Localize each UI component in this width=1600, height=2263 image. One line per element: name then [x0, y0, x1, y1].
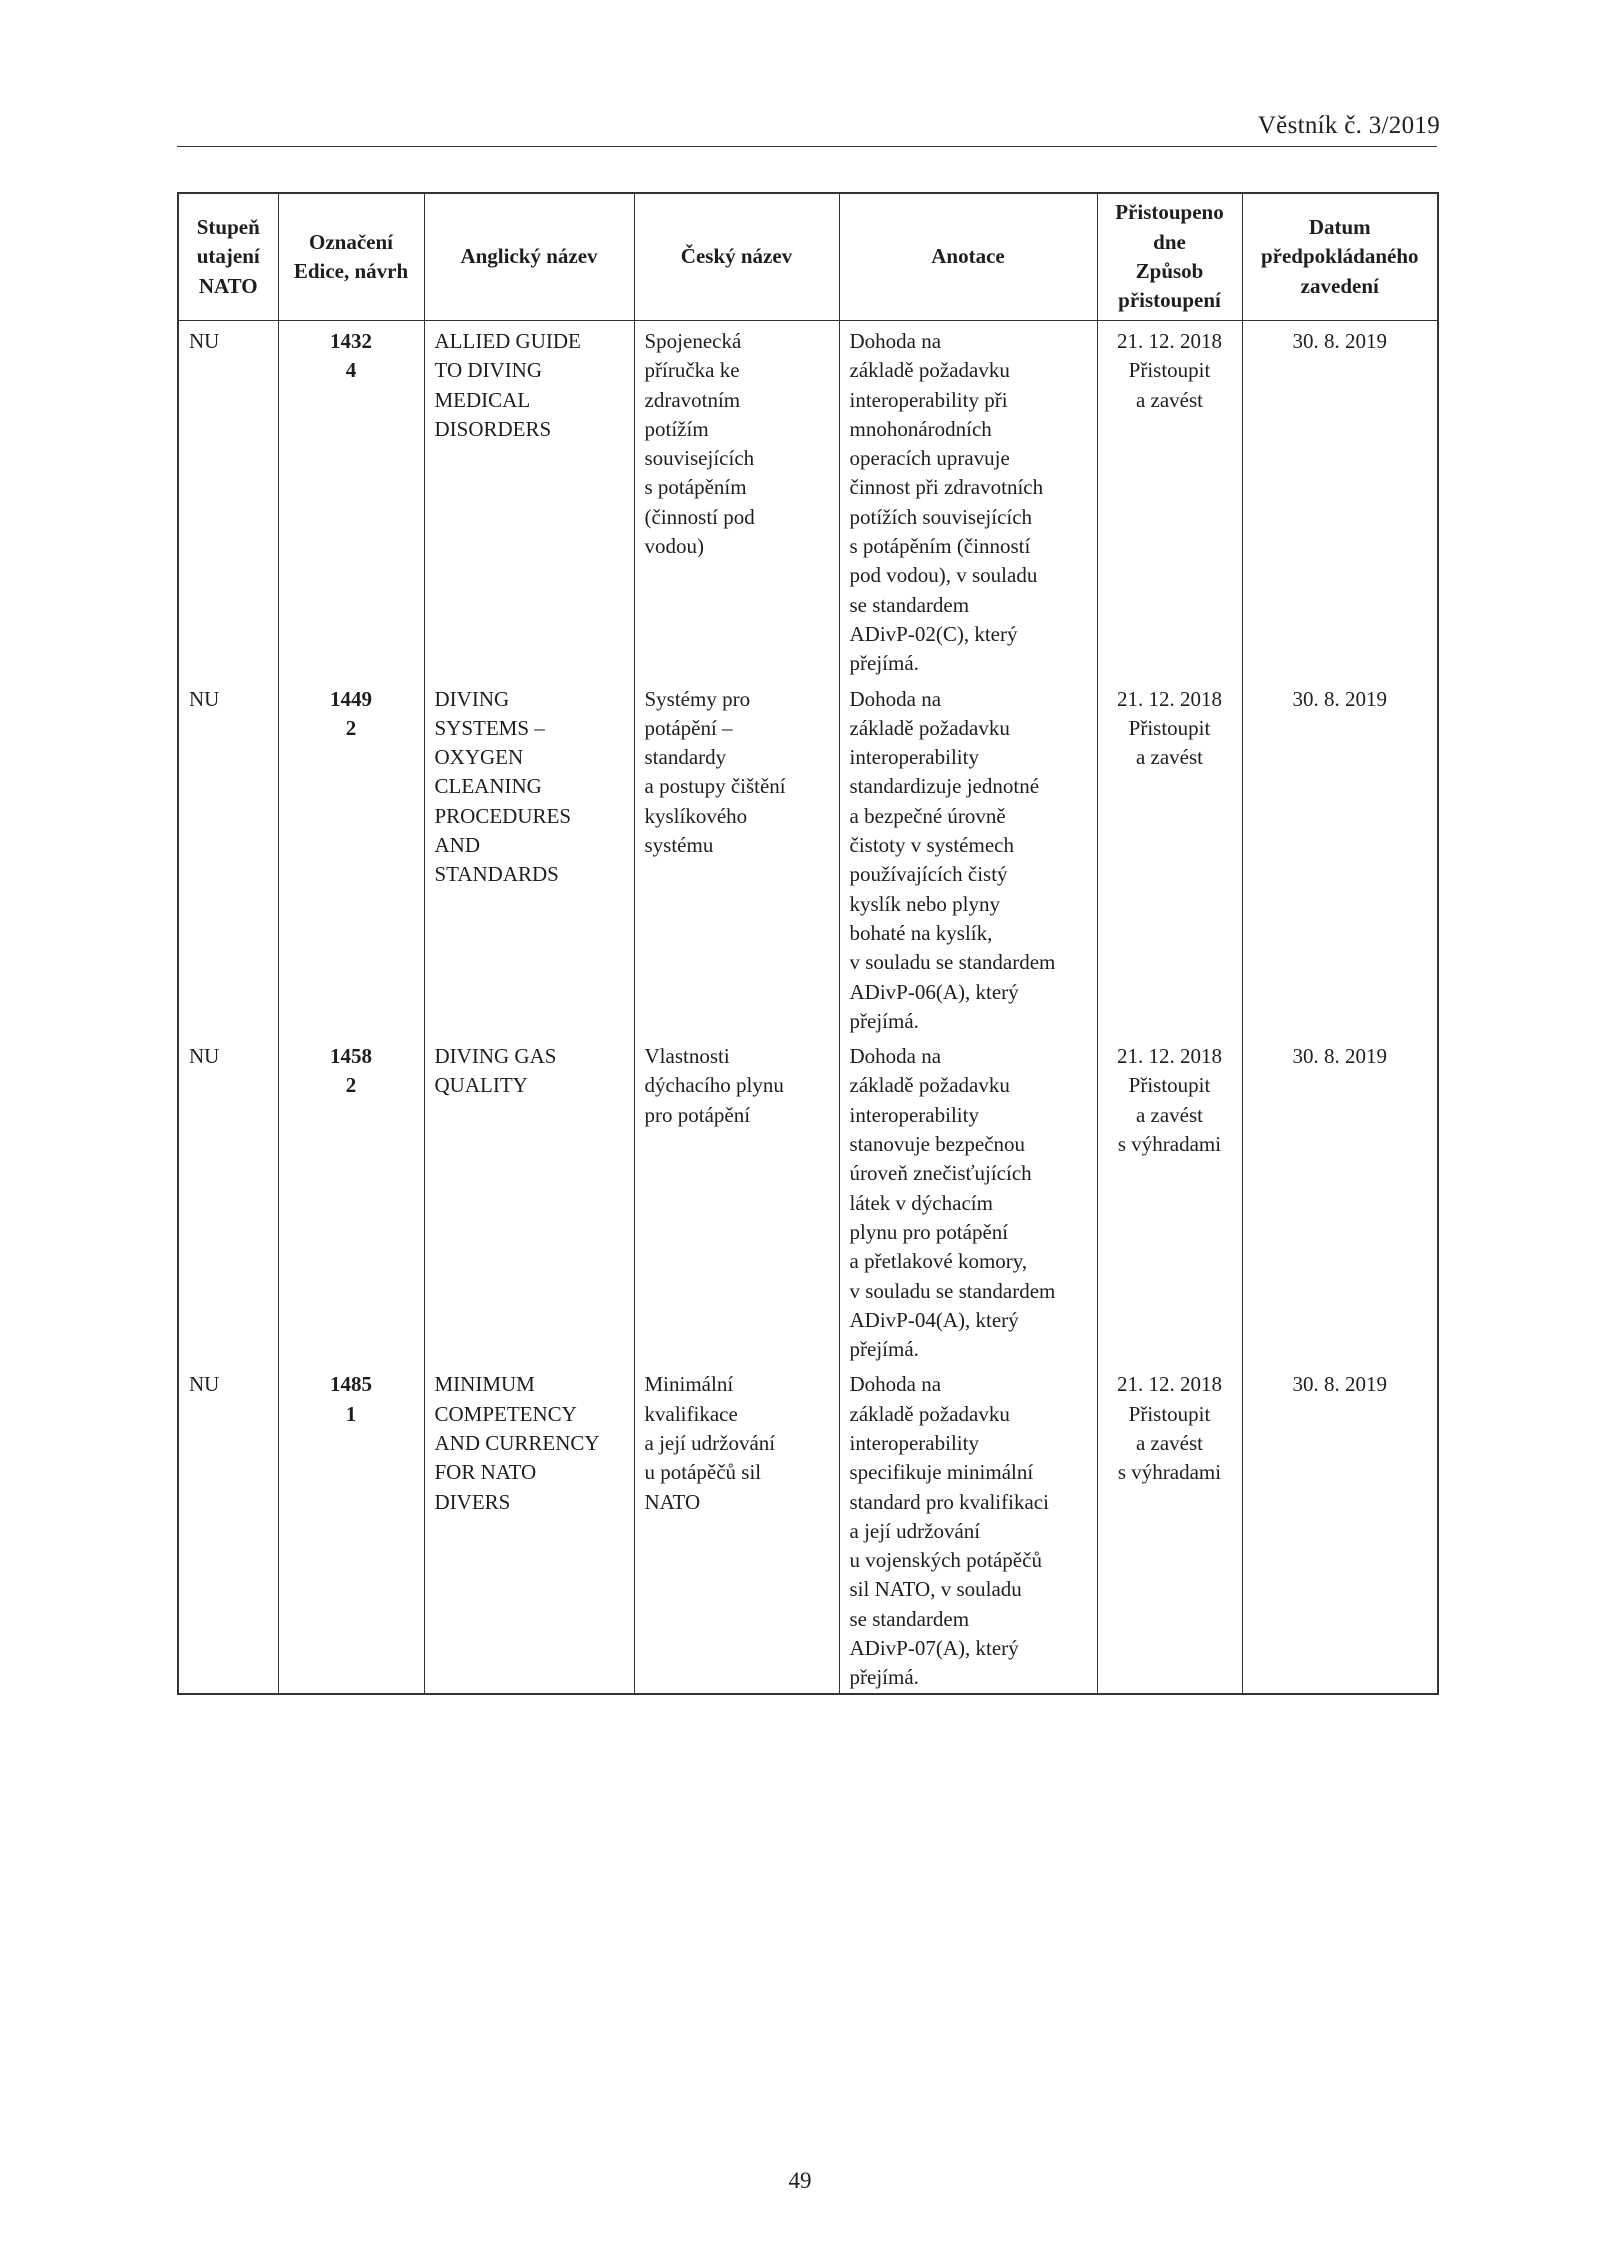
text-line: DIVING [434, 686, 510, 711]
text-line: Označení [309, 229, 393, 254]
cell-level [178, 1364, 278, 1693]
text-line: a zavést [1135, 387, 1204, 412]
header-english-title [424, 193, 634, 321]
text-line: Stupeň [196, 215, 260, 240]
text-line: základě požadavku [849, 358, 1010, 383]
cell-number [278, 679, 424, 1037]
text-line: a její udržování [644, 1430, 776, 1455]
text-line: TO DIVING [434, 358, 543, 383]
cell-accession [1097, 679, 1242, 1037]
text-line: QUALITY [434, 1073, 528, 1098]
cell-level [178, 1036, 278, 1364]
text-line: přejímá. [849, 651, 919, 676]
text-line: stanovuje bezpečnou [849, 1132, 1026, 1157]
table-row [178, 679, 1438, 1037]
text-line: a zavést [1135, 1102, 1204, 1127]
cell-annotation [839, 679, 1097, 1037]
text-line: interoperability [849, 1102, 979, 1127]
text-line: čistoty v systémech [849, 833, 1014, 858]
table-row [178, 321, 1438, 679]
text-line: COMPETENCY [434, 1401, 577, 1426]
text-line: základě požadavku [849, 1073, 1010, 1098]
text-line: se standardem [849, 592, 970, 617]
text-line: a zavést [1135, 745, 1204, 770]
text-line: plynu pro potápění [849, 1219, 1009, 1244]
text-line: příručka ke [644, 358, 740, 383]
text-line: Způsob [1135, 259, 1204, 283]
text-line: základě požadavku [849, 1401, 1010, 1426]
text-line: bohaté na kyslík, [849, 920, 993, 945]
table-header-row [178, 193, 1438, 321]
text-line: Dohoda na [849, 1372, 942, 1397]
text-line: PROCEDURES [434, 803, 572, 828]
cell-value: 21. 12. 2018 [1117, 1044, 1222, 1069]
text-line: předpokládaného [1260, 244, 1419, 269]
text-line: DISORDERS [434, 416, 552, 441]
text-line: Vlastnosti [644, 1044, 730, 1069]
cell-level [178, 321, 278, 679]
text-line: interoperability při [849, 387, 1008, 412]
text-line: potížím [644, 416, 709, 441]
cell-number [278, 1364, 424, 1693]
text-line: kyslíkového [644, 803, 748, 828]
text-line: s potápěním (činností [849, 534, 1031, 559]
text-line: operacích upravuje [849, 446, 1010, 471]
cell-implementation-date [1242, 1364, 1438, 1693]
text-line: standard pro kvalifikaci [849, 1489, 1049, 1514]
text-line: Dohoda na [849, 329, 942, 353]
text-line: s výhradami [1117, 1132, 1222, 1157]
text-line: Systémy pro [644, 686, 751, 711]
text-line: pro potápění [644, 1102, 751, 1127]
text-line: kyslík nebo plyny [849, 891, 1000, 916]
cell-value: 1449 [330, 686, 372, 711]
cell-czech [634, 1036, 839, 1364]
cell-value: 2 [345, 1073, 357, 1098]
text-line: utajení [196, 244, 260, 269]
text-line: ADivP-02(C), který [849, 621, 1018, 646]
text-line: (činností pod [644, 504, 755, 529]
text-line: používajících čistý [849, 862, 1008, 887]
text-line: dýchacího plynu [644, 1073, 784, 1098]
text-line: sil NATO, v souladu [849, 1577, 1022, 1602]
text-line: Anglický název [460, 244, 598, 269]
text-line: souvisejících [644, 446, 755, 471]
text-line: vodou) [644, 534, 704, 559]
cell-value: 1458 [330, 1044, 372, 1069]
text-line: činnost při zdravotních [849, 475, 1044, 500]
text-line: MEDICAL [434, 387, 531, 412]
text-line: Přistoupit [1128, 1401, 1211, 1426]
text-line: přejímá. [849, 1665, 919, 1690]
text-line: specifikuje minimální [849, 1460, 1034, 1485]
cell-value: 1432 [330, 329, 372, 353]
text-line: Anotace [931, 244, 1005, 269]
text-line: zavedení [1300, 273, 1379, 298]
text-line: Český název [680, 244, 793, 269]
cell-accession [1097, 1036, 1242, 1364]
text-line: Minimální [644, 1372, 734, 1397]
text-line: interoperability [849, 745, 979, 770]
text-line: Dohoda na [849, 686, 942, 711]
text-line: FOR NATO [434, 1460, 537, 1485]
cell-implementation-date [1242, 679, 1438, 1037]
text-line: a bezpečné úrovně [849, 803, 1006, 828]
cell-czech [634, 1364, 839, 1693]
cell-implementation-date [1242, 1036, 1438, 1364]
cell-value: NU [189, 329, 220, 353]
text-line: CLEANING [434, 774, 542, 799]
cell-annotation [839, 1364, 1097, 1693]
cell-english [424, 679, 634, 1037]
text-line: s potápěním [644, 475, 747, 500]
text-line: Edice, návrh [293, 259, 409, 283]
text-line: u vojenských potápěčů [849, 1548, 1042, 1573]
text-line: Dohoda na [849, 1044, 942, 1069]
text-line: přejímá. [849, 1008, 919, 1033]
cell-value: 30. 8. 2019 [1292, 1372, 1387, 1397]
text-line: NATO [198, 273, 258, 298]
text-line: standardy [644, 745, 727, 770]
text-line: látek v dýchacím [849, 1190, 993, 1215]
text-line: Přistoupit [1128, 1073, 1211, 1098]
text-line: MINIMUM [434, 1372, 535, 1397]
text-line: Datum [1308, 215, 1371, 240]
cell-number [278, 321, 424, 679]
cell-value: 21. 12. 2018 [1117, 1372, 1222, 1397]
text-line: systému [644, 833, 714, 858]
text-line: zdravotním [644, 387, 741, 412]
table-body [178, 321, 1438, 1694]
cell-value: 1485 [330, 1372, 372, 1397]
header-number [278, 193, 424, 321]
cell-implementation-date [1242, 321, 1438, 679]
cell-value: 30. 8. 2019 [1292, 1044, 1387, 1069]
page-number: 49 [788, 2168, 812, 2193]
text-line: u potápěčů sil [644, 1460, 762, 1485]
cell-english [424, 321, 634, 679]
text-line: ADivP-06(A), který [849, 979, 1019, 1004]
text-line: ADivP-07(A), který [849, 1636, 1019, 1661]
text-line: a postupy čištění [644, 774, 786, 799]
running-head: Věstník č. 3/2019 [1257, 112, 1440, 139]
text-line: se standardem [849, 1606, 970, 1631]
cell-english [424, 1036, 634, 1364]
text-line: kvalifikace [644, 1401, 738, 1426]
cell-number [278, 1036, 424, 1364]
cell-accession [1097, 1364, 1242, 1693]
cell-annotation [839, 1036, 1097, 1364]
table-row [178, 1364, 1438, 1693]
standards-table [177, 192, 1439, 1695]
cell-value: NU [189, 686, 220, 711]
table-row [178, 1036, 1438, 1364]
text-line: NATO [644, 1489, 701, 1514]
header-czech-title [634, 193, 839, 321]
text-line: s výhradami [1117, 1460, 1222, 1485]
header-level [178, 193, 278, 321]
text-line: OXYGEN [434, 745, 524, 770]
cell-english [424, 1364, 634, 1693]
cell-value: 1 [345, 1401, 357, 1426]
text-line: a přetlakové komory, [849, 1249, 1028, 1274]
cell-value: NU [189, 1044, 220, 1069]
cell-value: 4 [345, 358, 357, 383]
text-line: potápění – [644, 715, 733, 740]
text-line: DIVING GAS [434, 1044, 557, 1069]
text-line: v souladu se standardem [849, 950, 1056, 975]
text-line: Přistoupeno [1115, 200, 1224, 225]
text-line: Přistoupit [1128, 358, 1211, 383]
header-implementation [1242, 193, 1438, 321]
text-line: základě požadavku [849, 715, 1010, 740]
text-line: přejímá. [849, 1337, 919, 1362]
cell-value: 30. 8. 2019 [1292, 329, 1387, 353]
cell-value: 2 [345, 715, 357, 740]
cell-czech [634, 321, 839, 679]
cell-value: 30. 8. 2019 [1292, 686, 1387, 711]
text-line: SYSTEMS – [434, 715, 545, 740]
text-line: AND [434, 833, 480, 858]
text-line: Přistoupit [1128, 715, 1211, 740]
text-line: ADivP-04(A), který [849, 1307, 1019, 1332]
text-line: interoperability [849, 1430, 979, 1455]
cell-value: 21. 12. 2018 [1117, 686, 1222, 711]
text-line: STANDARDS [434, 862, 559, 887]
text-line: standardizuje jednotné [849, 774, 1040, 799]
cell-value: 21. 12. 2018 [1117, 329, 1222, 353]
text-line: dne [1153, 229, 1186, 254]
header-accession [1097, 193, 1242, 321]
text-line: Spojenecká [644, 329, 742, 353]
text-line: úroveň znečisťujících [849, 1161, 1032, 1186]
text-line: mnohonárodních [849, 416, 992, 441]
cell-accession [1097, 321, 1242, 679]
cell-level [178, 679, 278, 1037]
text-line: potížích souvisejících [849, 504, 1033, 529]
text-line: v souladu se standardem [849, 1278, 1056, 1303]
header-rule [177, 146, 1437, 147]
text-line: DIVERS [434, 1489, 511, 1514]
header-annotation [839, 193, 1097, 321]
text-line: AND CURRENCY [434, 1430, 600, 1455]
text-line: a její udržování [849, 1518, 981, 1543]
text-line: a zavést [1135, 1430, 1204, 1455]
text-line: přistoupení [1118, 288, 1221, 313]
cell-annotation [839, 321, 1097, 679]
cell-czech [634, 679, 839, 1037]
text-line: pod vodou), v souladu [849, 563, 1038, 588]
cell-value: NU [189, 1372, 220, 1397]
text-line: ALLIED GUIDE [434, 329, 581, 353]
